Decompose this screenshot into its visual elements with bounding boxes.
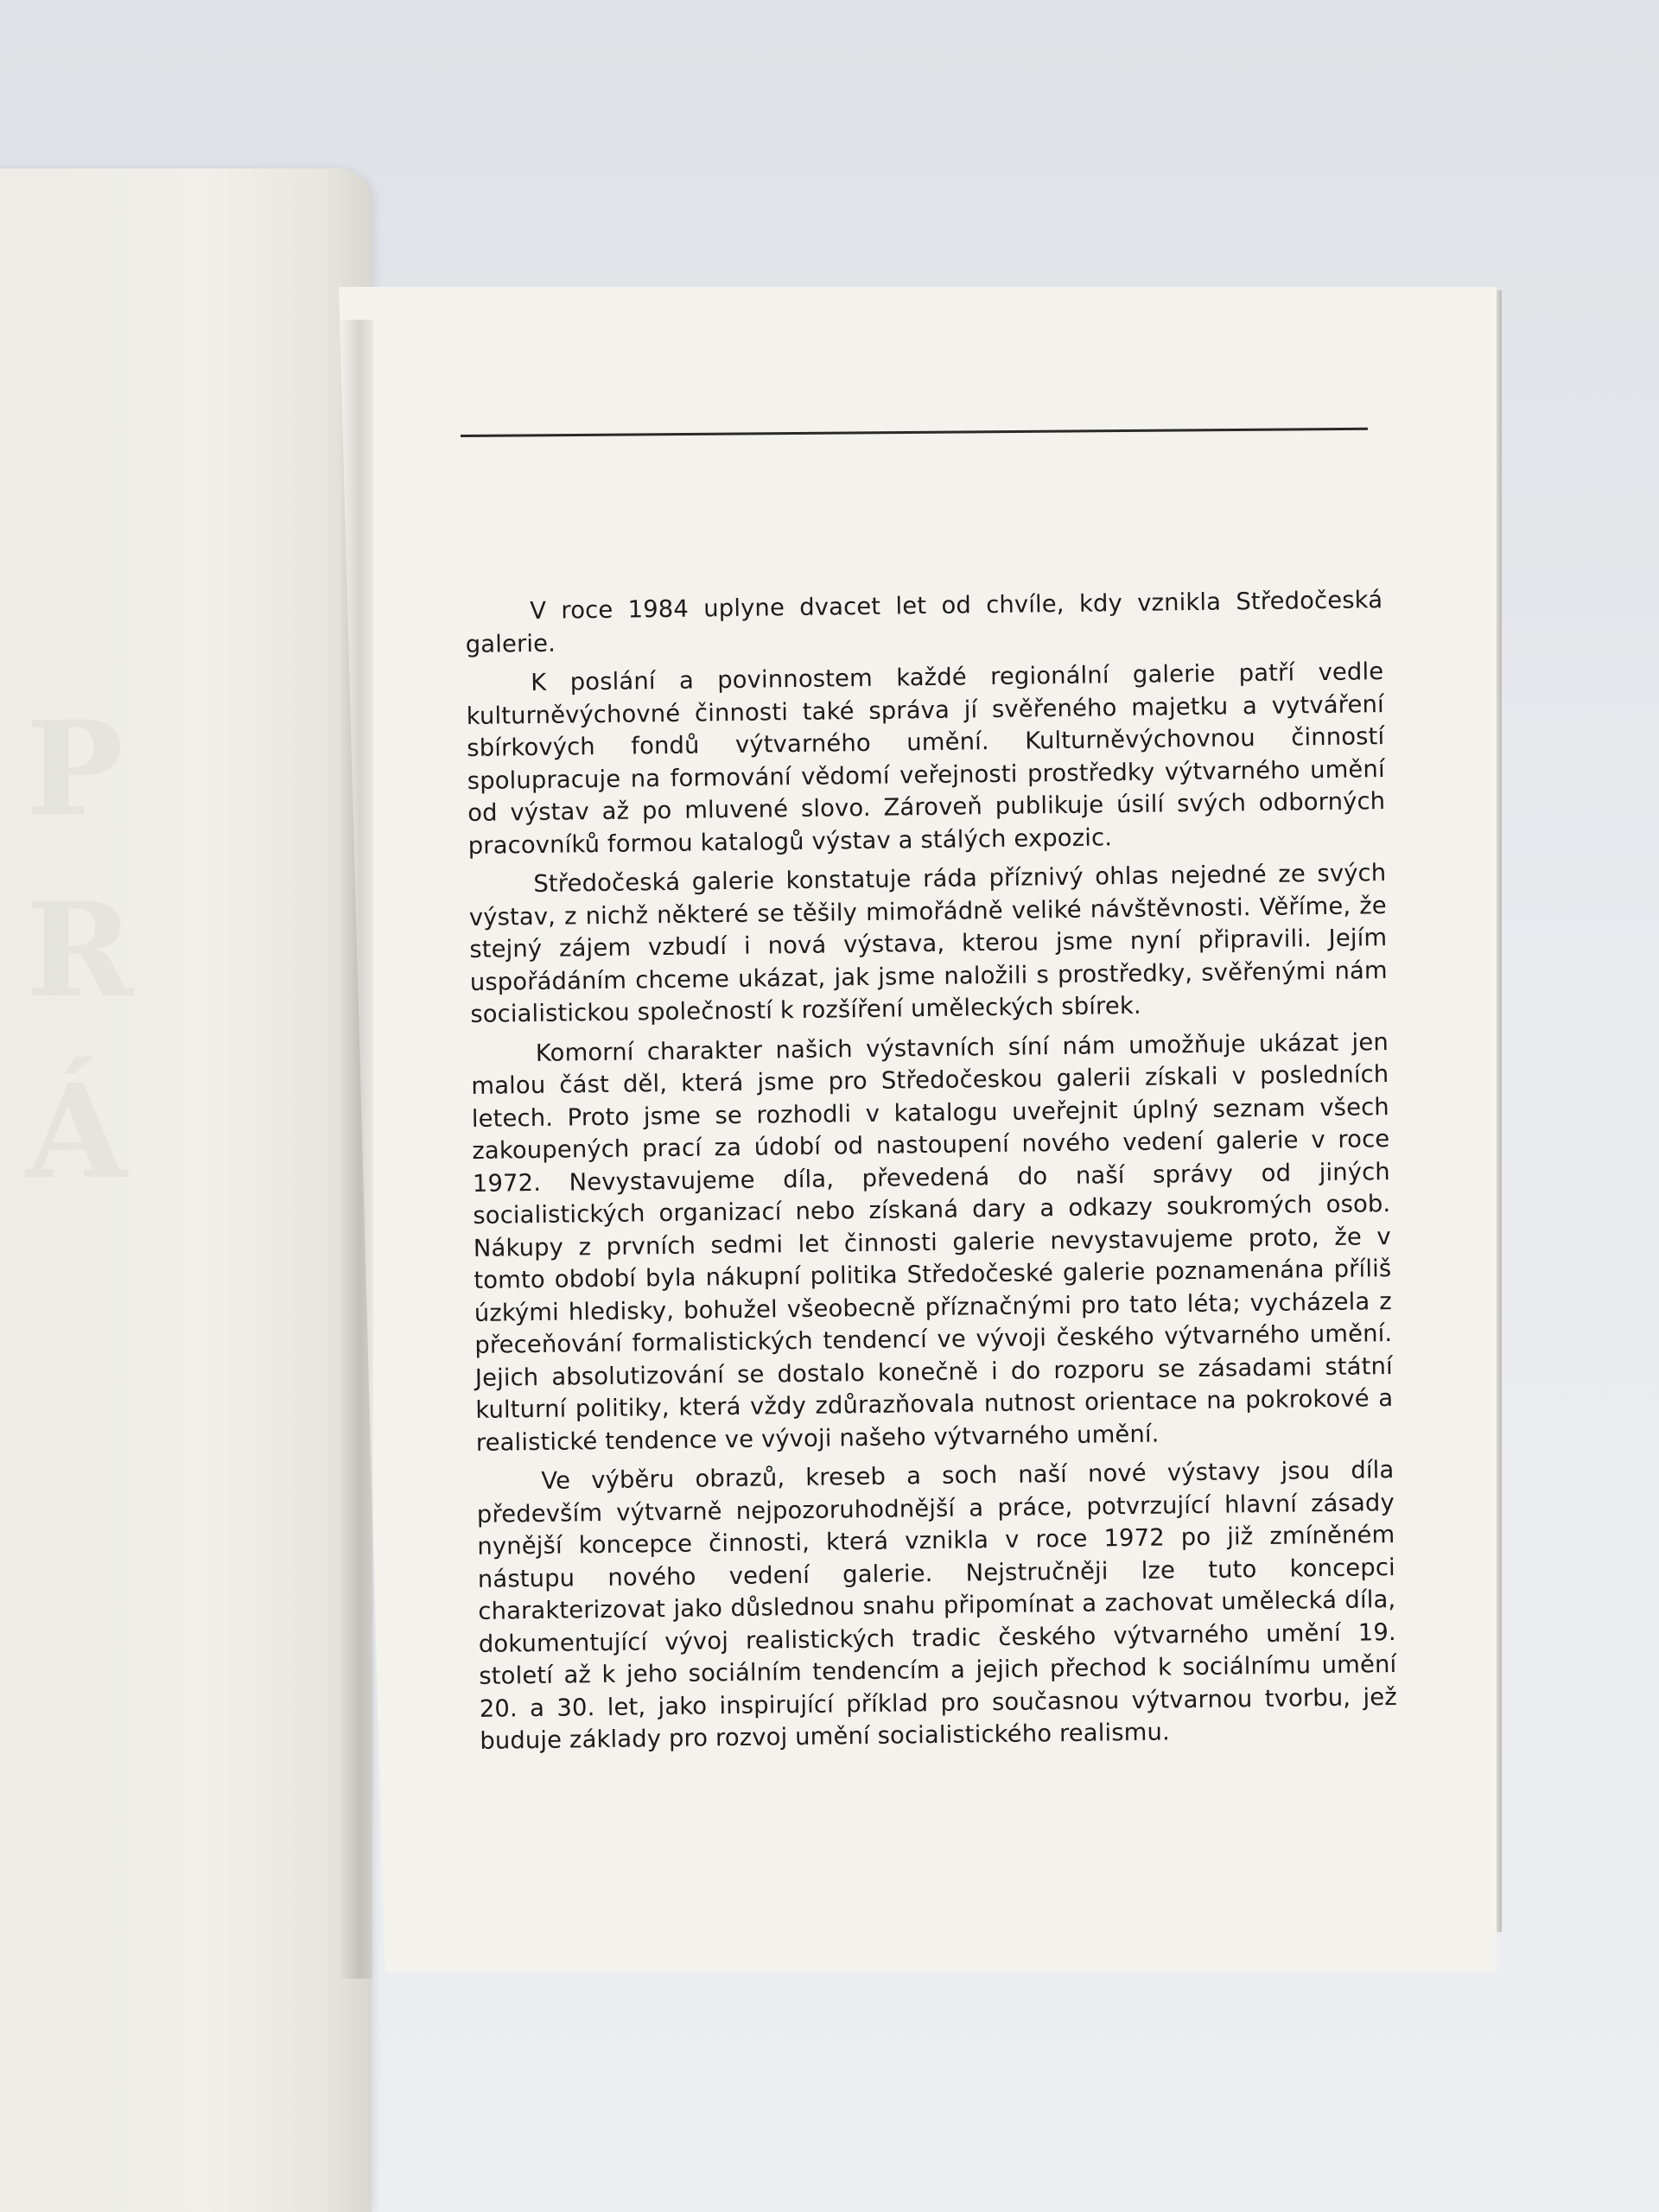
left-page	[0, 168, 372, 2212]
paragraph: V roce 1984 uplyne dvacet let od chvíle, kdy vznikla Středočeská galerie.	[465, 587, 1383, 658]
paragraph: Ve výběru obrazů, kreseb a soch naší nové výstavy jsou díla především výtvarně nejpozoruhodnější a práce, potvrzující hlavní zásady nynější koncepce činnosti, která vznikla v roce 1972 po již zmíněném nástupu nového vedení galerie. Nejstručněji lze tuto koncepci charakterizovat jako důslednou snahu připomínat a zachovat umělecká díla, dokumentující vývoj realistických tradic českého výtvarného umění 19. století až k jeho sociálním tendencím a jejich přechod k sociálnímu umění 20. a 30. let, jako inspirující příklad pro současnou výtvarnou tvorbu, jež buduje základy pro rozvoj umění socialistického realismu.	[476, 1457, 1397, 1755]
body-text	[465, 584, 1398, 1764]
paragraph: K poslání a povinnostem každé regionální galerie patří vedle kulturněvýchovné činnosti také správa jí svěřeného majetku a vytváření sbírkových fondů výtvarného umění. Kulturněvýchovnou činností spolupracuje na formování vědomí veřejnosti prostředky výtvarného umění od výstav až po mluvené slovo. Zároveň publikuje úsilí svých odborných pracovníků formou katalogů výstav a stálých expozic.	[466, 658, 1386, 860]
show-through-glyph: Á	[26, 1056, 127, 1208]
page-edge	[1497, 290, 1502, 1932]
show-through-glyph: R	[26, 874, 134, 1027]
book-gutter	[339, 320, 373, 1979]
paragraph: Komorní charakter našich výstavních síní nám umožňuje ukázat jen malou část děl, která jsme pro Středočeskou galerii získali v posledních letech. Proto jsme se rozhodli v katalogu uveřejnit úplný seznam všech zakoupených prací za údobí od nastoupení nového vedení galerie v roce 1972. Nevystavujeme díla, převedená do naší správy od jiných socialistických organizací nebo získaná dary a odkazy soukromých osob. Nákupy z prvních sedmi let činnosti galerie nevystavujeme proto, že v tomto období byla nákupní politika Středočeské galerie poznamenána příliš úzkými hledisky, bohužel všeobecně příznačnými pro tato léta; vycházela z přeceňování formalistických tendencí ve vývoji českého výtvarného umění. Jejich absolutizování se dostalo konečně i do rozporu se zásadami státní kulturní politiky, která vždy zdůrazňovala nutnost orientace na pokrokové a realistické tendence ve vývoji našeho výtvarného umění.	[471, 1028, 1394, 1457]
paragraph: Středočeská galerie konstatuje ráda příznivý ohlas nejedné ze svých výstav, z nichž některé se těšily mimořádně veliké návštěvnosti. Věříme, že stejný zájem vzbudí i nová výstava, kterou jsme nyní připravili. Jejím uspořádáním chceme ukázat, jak jsme naložili s prostředky, svěřenými nám socialistickou společností k rozšíření uměleckých sbírek.	[468, 860, 1388, 1028]
show-through-glyph: P	[26, 693, 124, 845]
